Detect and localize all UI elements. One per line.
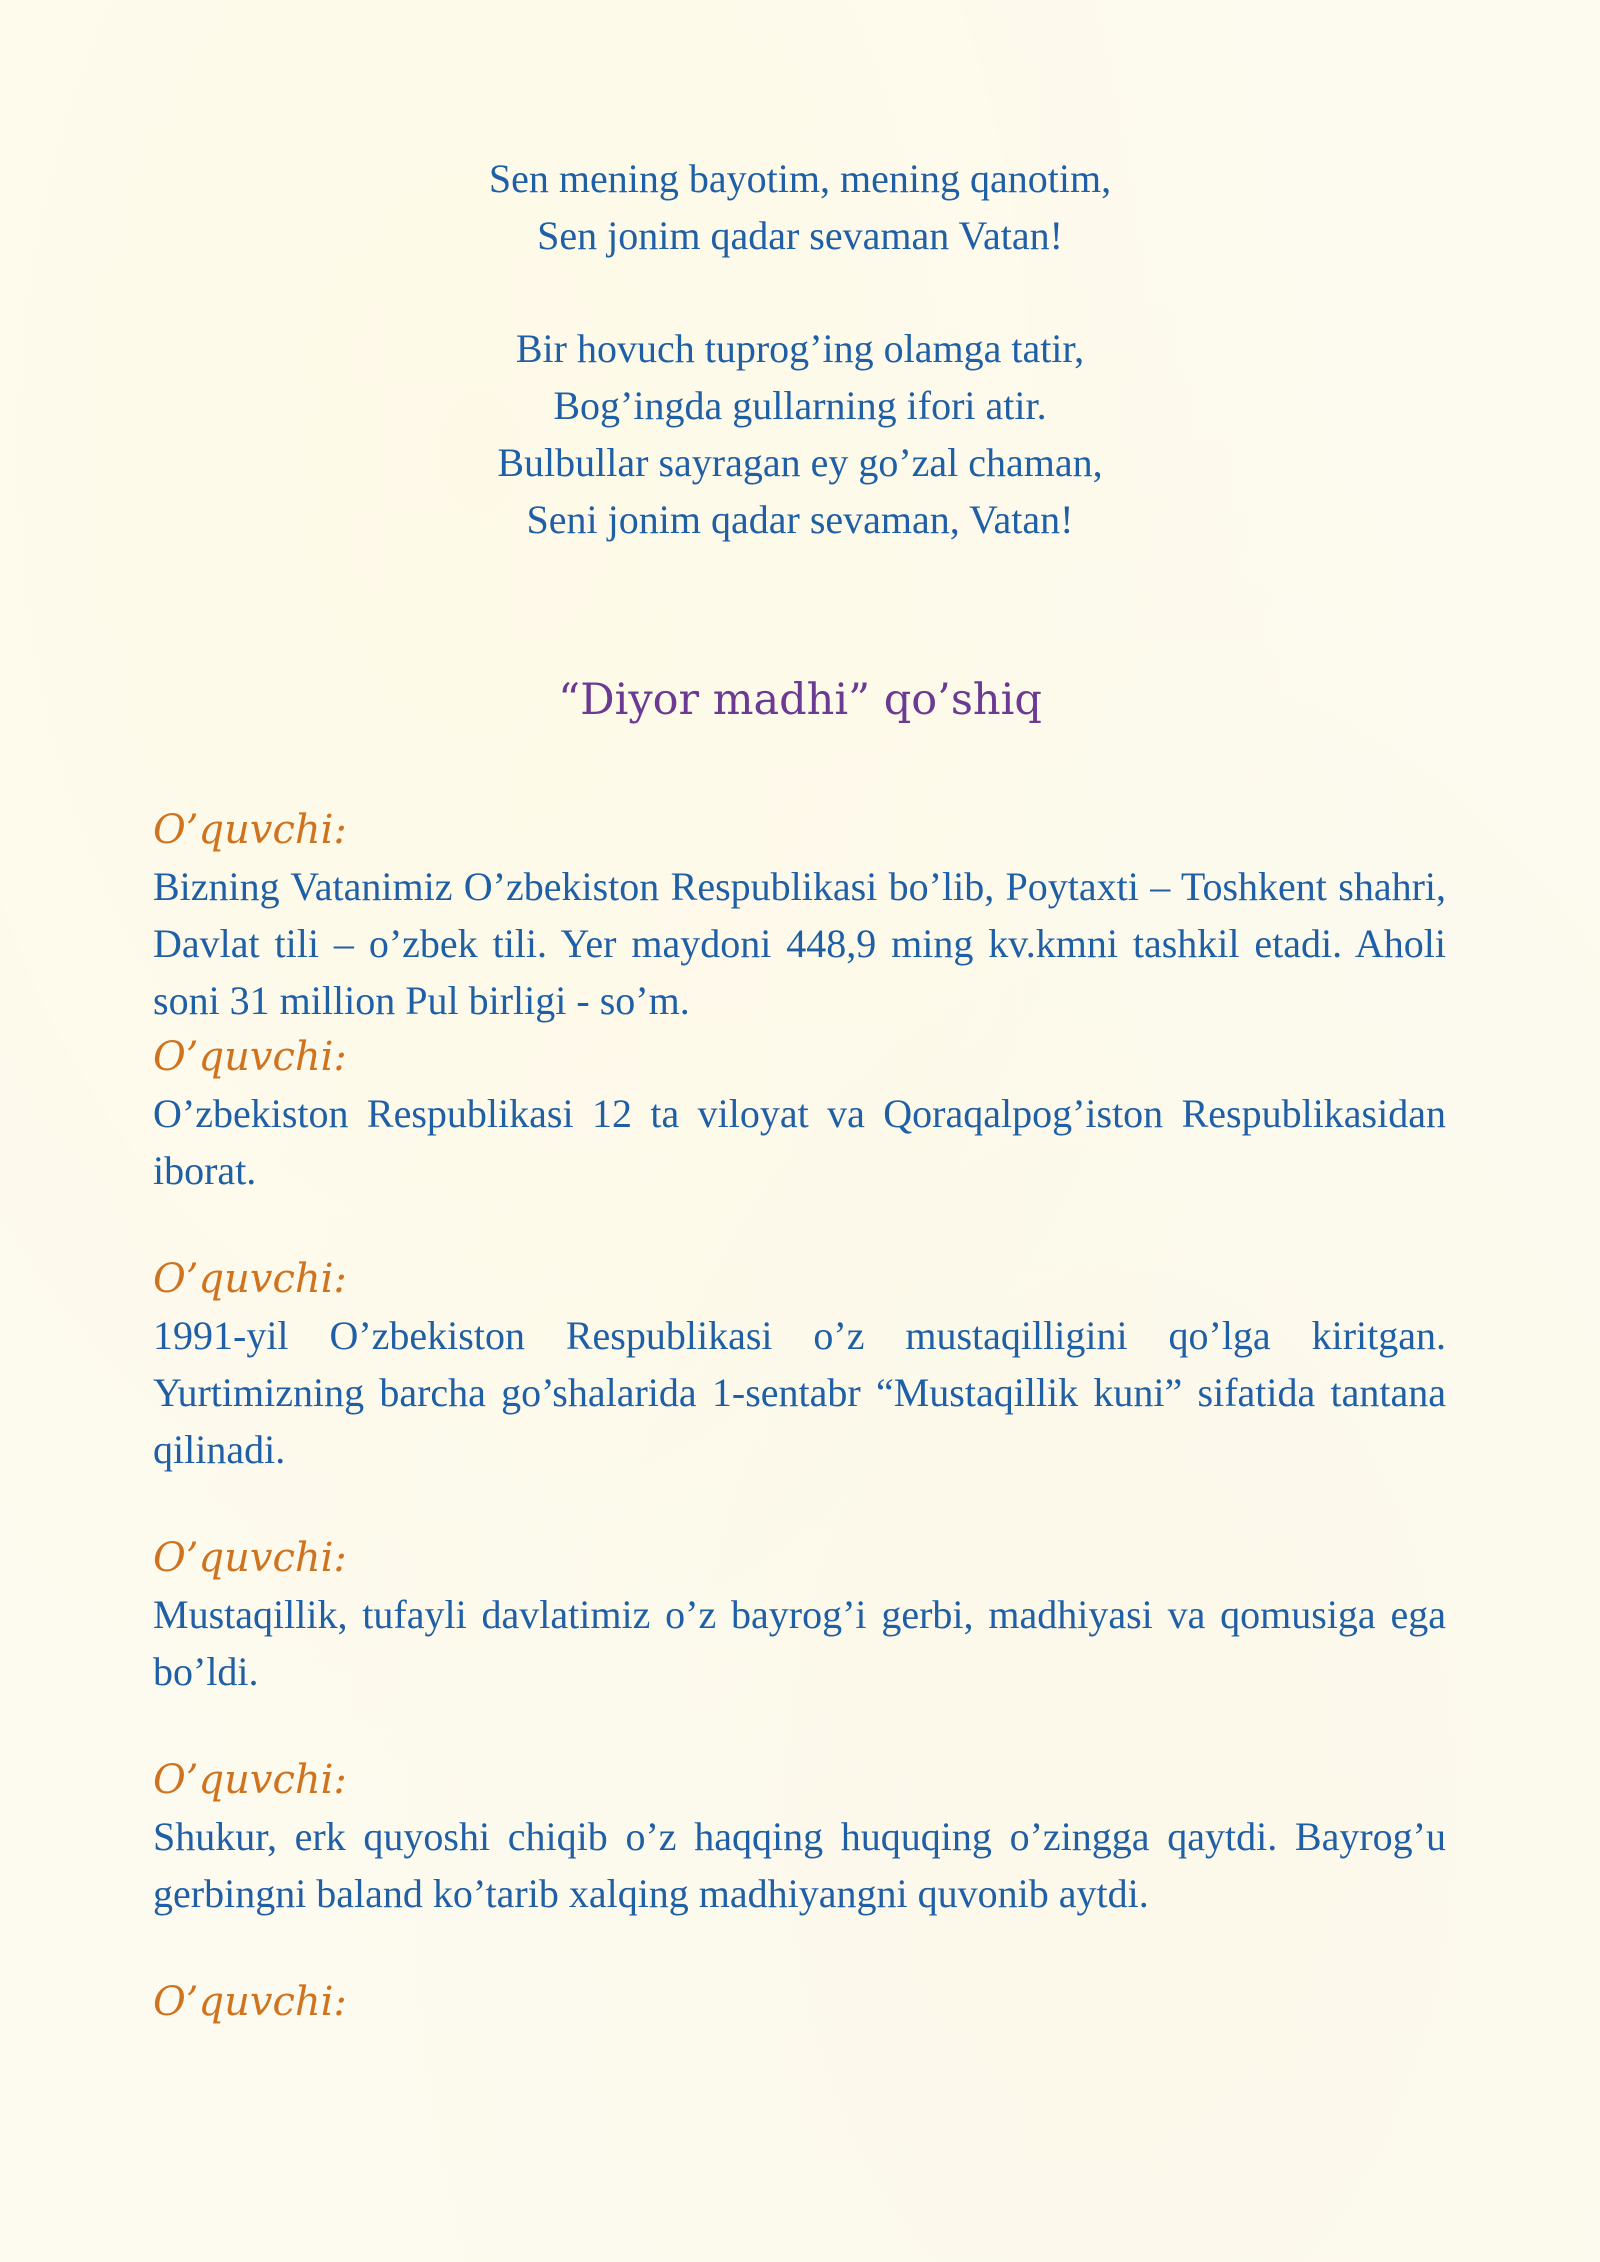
speaker-label: O’quvchi: [153, 1979, 347, 2025]
dialogue-text: Shukur, erk quyoshi chiqib o’z haqqing huquqing o’zingga qaytdi. Bayrog’u gerbingni baland ko’tarib xalqing madhiyangni quvonib aytdi. [153, 1814, 1446, 1916]
spacer [153, 1700, 1446, 1752]
poem-line: Sen jonim qadar sevaman Vatan! [537, 213, 1063, 258]
dialogue-text: Bizning Vatanimiz O’zbekiston Respublikasi bo’lib, Poytaxti – Toshkent shahri, Davlat tili – o’zbek tili. Yer maydoni 448,9 ming kv.kmni tashkil etadi. Aholi soni 31 million Pul birligi - so’m. [153, 864, 1446, 1023]
dialogue-text: O’zbekiston Respublikasi 12 ta viloyat va Qoraqalpog’iston Respublikasidan iborat. [153, 1091, 1446, 1193]
poem-line: Seni jonim qadar sevaman, Vatan! [526, 497, 1074, 542]
speaker-label: O’quvchi: [153, 807, 347, 853]
poem-line: Bir hovuch tuprog’ing olamga tatir, [515, 326, 1085, 371]
poem-line: Bog’ingda gullarning ifori atir. [553, 383, 1047, 428]
speaker-label: O’quvchi: [153, 1256, 347, 1302]
spacer [153, 1478, 1446, 1530]
poem-line: Sen mening bayotim, mening qanotim, [488, 156, 1112, 201]
spacer [153, 1922, 1446, 1974]
poem-line: Bulbullar sayragan ey go’zal chaman, [497, 440, 1103, 485]
dialogue-text: 1991-yil O’zbekiston Respublikasi o’z mustaqilligini qo’lga kiritgan. Yurtimizning barcha go’shalarida 1-sentabr “Mustaqillik kuni” sifatida tantana qilinadi. [153, 1313, 1446, 1472]
speaker-label: O’quvchi: [153, 1535, 347, 1581]
dialogue-text: Mustaqillik, tufayli davlatimiz o’z bayrog’i gerbi, madhiyasi va qomusiga ega bo’ldi. [153, 1592, 1446, 1694]
poem-stanza-2 [0, 320, 1600, 548]
poem-stanza-1 [0, 150, 1600, 264]
spacer [153, 1199, 1446, 1251]
song-title: “Diyor madhi” qo’shiq [558, 675, 1042, 725]
dialogue-section [153, 802, 1446, 2030]
speaker-label: O’quvchi: [153, 1034, 347, 1080]
speaker-label: O’quvchi: [153, 1757, 347, 1803]
